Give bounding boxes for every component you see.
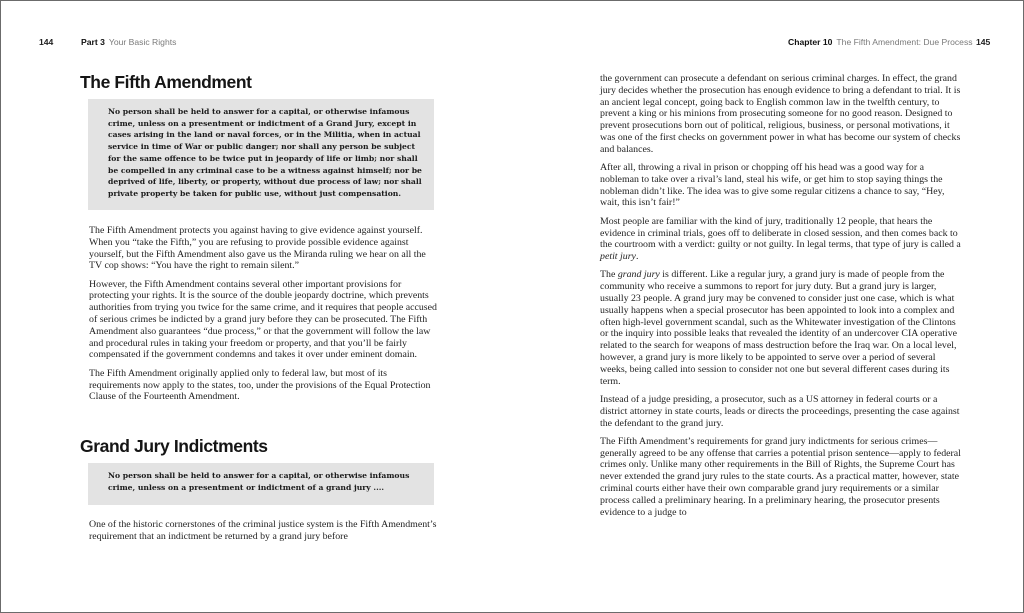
part-title: Your Basic Rights xyxy=(108,37,177,47)
chapter-label: Chapter 10 xyxy=(788,37,833,47)
section-heading-grand-jury: Grand Jury Indictments xyxy=(80,436,268,456)
paragraph: The Fifth Amendment’s requirements for grand jury indictments for serious crimes—generally agreed to be any offense that carries a potential prison sentence—apply to federal crimes only. Unlike many other requirements in the Bill of Rights, the Supreme Court has never extended the grand jury rules to the state courts. As a practical matter, however, state criminal courts either have their own comparable grand jury requirements or a similar process called a preliminary hearing. In a preliminary hearing, the prosecutor presents evidence to a judge to xyxy=(600,435,961,518)
paragraph: The Fifth Amendment protects you against having to give evidence against yourself. When you “take the Fifth,” you are refusing to provide possible evidence against yourself, but the Fifth Amendment also gave us the Miranda ruling we hear on all the TV cop shows: “You have the right to remain silent.” xyxy=(89,225,426,272)
part-label: Part 3 xyxy=(81,37,105,47)
paragraph: the government can prosecute a defendant on serious criminal charges. In effect, the grand jury decides whether the prosecution has enough evidence to bring a defendant to trial. It is an ancient legal concept, going back to English common law in the twelfth century, to prevent a king or his minions from prosecuting someone for no good reason. Designed to prevent prosecutions born out of political, religious, business, or personal motivations, it was one of the first checks on government power in what has become our system of checks and balances. xyxy=(600,73,961,155)
section1-body xyxy=(89,225,439,410)
section-heading-fifth-amendment: The Fifth Amendment xyxy=(80,72,252,92)
term-grand-jury: grand jury xyxy=(617,269,660,281)
section2-body xyxy=(89,519,439,549)
left-page xyxy=(1,1,512,612)
paragraph: One of the historic cornerstones of the criminal justice system is the Fifth Amendment’s requirement that an indictment be returned by a grand jury before xyxy=(89,519,437,542)
grand-jury-quote-box: No person shall be held to answer for a capital, or otherwise infamous crime, unless on a presentment or indictment of a grand jury .... xyxy=(88,463,434,505)
running-header-left xyxy=(81,37,176,47)
right-page-body xyxy=(600,73,962,525)
paragraph: After all, throwing a rival in prison or chopping off his head was a good way for a nobleman to take over a rival’s land, steal his wife, or get him to stop saying things the nobleman didn’t like. The idea was to give some regular citizens a chance to say, “Hey, wait, this isn’t fair!” xyxy=(600,162,945,209)
chapter-title: The Fifth Amendment: Due Process xyxy=(836,37,973,47)
paragraph-petit-jury: Most people are familiar with the kind of jury, traditionally 12 people, that hears the evidence in criminal trials, goes off to deliberate in closed session, and then comes back to the courtroom with a verdict: guilty or not guilty. In legal terms, that type of jury is called a petit jury. xyxy=(600,215,961,263)
paragraph: Instead of a judge presiding, a prosecutor, such as a US attorney in federal courts or a district attorney in state courts, leads or directs the proceedings, presenting the case against the defendant to the grand jury. xyxy=(600,393,960,429)
right-page xyxy=(512,1,1023,612)
term-petit-jury: petit jury xyxy=(600,251,636,263)
left-page-number: 144 xyxy=(39,37,54,47)
amendment-quote-box: No person shall be held to answer for a capital, or otherwise infamous crime, unless on a presentment or indictment of a Grand Jury, except in cases arising in the land or naval forces, or in the Militia, when in actual service in time of War or public danger; nor shall any person be subject for the same offence to be twice put in jeopardy of life or limb; nor shall be compelled in any criminal case to be a witness against himself; nor be deprived of life, liberty, or property, without due process of law; nor shall private property be taken for public use, without just compensation. xyxy=(88,99,434,210)
paragraph: The Fifth Amendment originally applied only to federal law, but most of its requirements now apply to the states, too, under the provisions of the Equal Protection Clause of the Fourteenth Amendment. xyxy=(89,367,431,403)
paragraph: However, the Fifth Amendment contains several other important provisions for protecting your rights. It is the source of the double jeopardy doctrine, which prevents authorities from trying you twice for the same crime, and it requires that people accused of serious crimes be indicted by a grand jury before they can be prosecuted. The Fifth Amendment also guarantees “due process,” or that the government will follow the law and procedural rules in taking your freedom or property, and that you’ll be fairly compensated if the government condemns and takes it over under eminent domain. xyxy=(89,278,437,361)
paragraph-grand-jury: The grand jury is different. Like a regular jury, a grand jury is made of people from the community who receive a summons to report for jury duty. But a grand jury is larger, usually 23 people. A grand jury may be convened to consider just one case, which is what usually happens when a special prosecutor has been appointed to look into a complex and often high-level government scandal, such as the Whitewater investigation of the Clintons or the inquiry into possible leaks that revealed the identity of an undercover CIA operative related to the search for weapons of mass destruction before the Iraq war. On a local level, however, a grand jury is more likely to be appointed to serve over a period of several weeks, being called into session to consider not one but several different cases during its term. xyxy=(600,269,958,387)
right-page-number: 145 xyxy=(976,37,991,47)
running-header-right xyxy=(788,37,973,47)
